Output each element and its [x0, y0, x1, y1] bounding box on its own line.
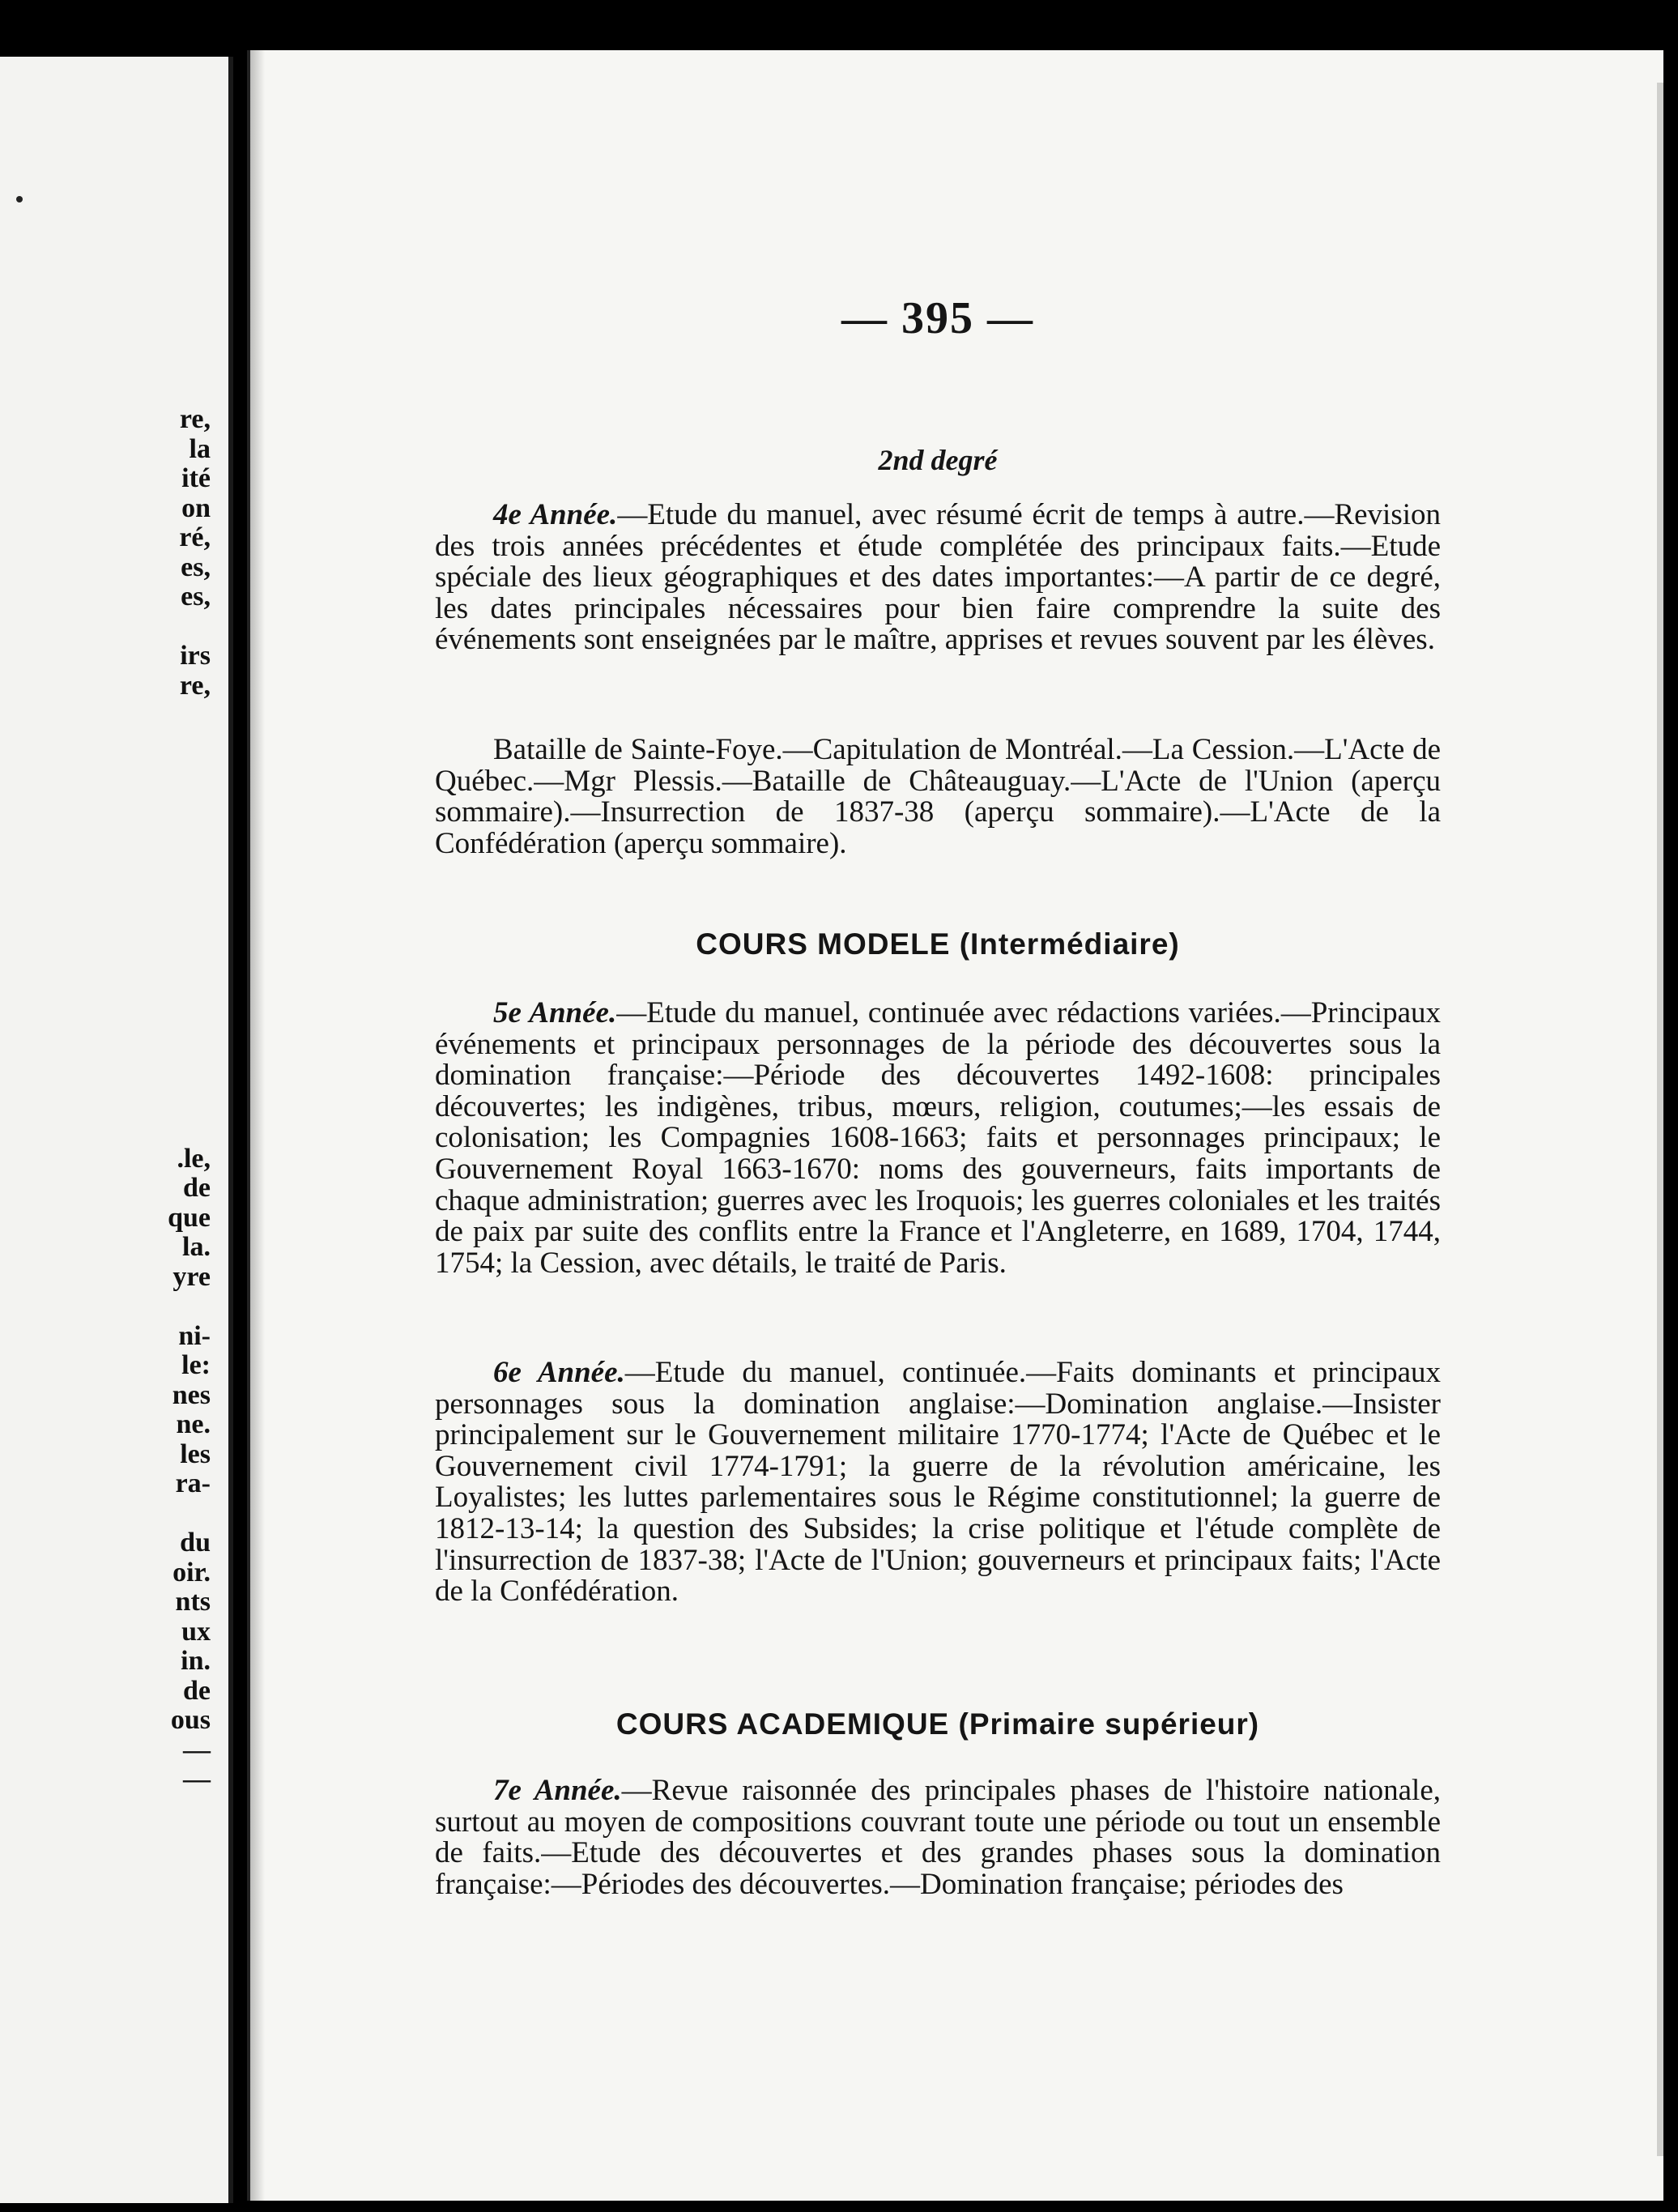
line-ending-fragment [113, 1026, 211, 1056]
paragraph-5e-annee [435, 998, 1441, 1279]
line-ending-fragment: .le, [177, 1143, 211, 1174]
line-ending-fragment: les [180, 1438, 211, 1469]
line-ending-fragment [113, 996, 211, 1026]
previous-page-fragment [0, 57, 233, 2203]
line-ending-fragment: re, [179, 404, 211, 434]
line-ending-fragment: la. [182, 1232, 211, 1262]
line-ending-fragment: irs [180, 641, 211, 671]
line-ending-fragment: yre [172, 1261, 211, 1292]
line-ending-fragment: ré, [179, 522, 211, 552]
line-ending-fragment [113, 819, 211, 849]
line-ending-fragment: es, [181, 582, 211, 612]
line-ending-fragment [113, 1115, 211, 1144]
line-ending-fragment: ité [181, 463, 211, 493]
paragraph-text: —Etude du manuel, continuée avec rédactions variées.—Principaux événements et principaux personnages de la période des découvertes sous la domination française:—Période des découvertes 1492-1608: principales découvertes; les indigènes, tribus, mœurs, religion, coutumes;—les essais de colonisation; les Compagnies 1608-1663; faits et personnages principaux; le Gouvernement Royal 1663-1670: noms des gouverneurs, faits importants de chaque administration; guerres avec les Iroquois; les guerres coloniales et les traités de paix par suite des conflits entre la France et l'Angleterre, en 1689, 1704, 1744, 1754; la Cession, avec détails, le traité de Paris. [435, 996, 1442, 1280]
page [247, 50, 1663, 2201]
line-ending-fragment: le: [181, 1350, 211, 1380]
previous-page-line-endings [113, 405, 211, 1795]
line-ending-fragment: que [168, 1202, 211, 1233]
line-ending-fragment: on [181, 492, 211, 523]
paragraph-6e-annee [435, 1357, 1441, 1608]
paragraph-events-list [435, 735, 1441, 859]
line-ending-fragment [113, 1055, 211, 1085]
paragraph-text: —Etude du manuel, continuée.—Faits dominants et principaux personnages sous la domination anglaise:—Domination anglaise.—Insister principalement sur le Gouvernement militaire 1770-1774; l'Acte de Québec et le Gouvernement civil 1774-1791; la guerre de la révolution américaine, les Loyalistes; les luttes parlementaires sous le Régime constitutionnel; la guerre de 1812-13-14; la question des Subsides; la crise politique et l'étude complète de l'insurrection de 1837-38; l'Acte de l'Union; gouverneurs et principaux faits; l'Acte de la Confédération. [435, 1356, 1441, 1609]
paragraph-text: Bataille de Sainte-Foye.—Capitulation de Montréal.—La Cession.—L'Acte de Québec.—Mgr Plessis.—Bataille de Châteauguay.—L'Acte de l'Union (aperçu sommaire).—Insurrection de 1837-38 (aperçu sommaire).—L'Acte de la Confédération (aperçu sommaire). [435, 733, 1441, 860]
line-ending-fragment: la [189, 433, 211, 464]
line-ending-fragment: in. [181, 1646, 211, 1676]
paragraph-4e-annee [435, 500, 1441, 656]
line-ending-fragment [113, 967, 211, 997]
page-edge [1657, 83, 1663, 2156]
paragraph-7e-annee [435, 1775, 1441, 1900]
line-ending-fragment [113, 790, 211, 820]
line-ending-fragment: ne. [176, 1409, 211, 1439]
line-ending-fragment: oir. [172, 1557, 211, 1588]
line-ending-fragment: du [180, 1528, 211, 1558]
line-ending-fragment: ux [181, 1616, 211, 1647]
paragraph-text: —Etude du manuel, avec résumé écrit de temps à autre.—Revision des trois années précédentes et étude complétée des principaux faits.—Etude spéciale des lieux géographiques et des dates importantes:—A partir de ce degré, les dates principales nécessaires pour bien faire comprendre la suite des événements sont enseignées par le maître, apprises et revues souvent par les élèves. [435, 498, 1441, 657]
line-ending-fragment [113, 731, 211, 761]
year-label: 5e Année. [493, 996, 617, 1029]
line-ending-fragment: nts [175, 1587, 211, 1617]
line-ending-fragment: re, [179, 670, 211, 701]
heading-cours-modele: COURS MODELE (Intermédiaire) [696, 927, 1180, 961]
line-ending-fragment [113, 612, 211, 642]
line-ending-fragment [113, 937, 211, 967]
line-ending-fragment [113, 1292, 211, 1322]
line-ending-fragment [113, 701, 211, 731]
line-ending-fragment: ni- [178, 1320, 211, 1351]
line-ending-fragment: es, [181, 552, 211, 582]
line-ending-fragment: de [183, 1675, 211, 1706]
line-ending-fragment [113, 1499, 211, 1529]
paragraph-text: —Revue raisonnée des principales phases de l'histoire nationale, surtout au moyen de compositions couvrant toute une période ou tout un ensemble de faits.—Etude des découvertes et des grandes phases sous la domination française:—Périodes des découvertes.—Domination française; périodes des [435, 1774, 1441, 1901]
page-number: — 395 — [841, 293, 1034, 343]
line-ending-fragment: — [183, 1734, 211, 1765]
line-ending-fragment: — [183, 1764, 211, 1794]
line-ending-fragment: de [183, 1173, 211, 1203]
line-ending-fragment [113, 1085, 211, 1115]
line-ending-fragment: ra- [175, 1468, 211, 1498]
line-ending-fragment [113, 849, 211, 879]
heading-cours-academique: COURS ACADEMIQUE (Primaire supérieur) [615, 1707, 1260, 1741]
line-ending-fragment: nes [172, 1379, 211, 1410]
year-label: 6e Année. [493, 1356, 625, 1389]
line-ending-fragment [113, 908, 211, 938]
year-label: 7e Année. [493, 1774, 622, 1807]
line-ending-fragment [113, 760, 211, 790]
gutter-shadow [250, 50, 265, 2201]
degree-title: 2nd degré [878, 444, 998, 476]
page-speck [16, 196, 23, 202]
line-ending-fragment [113, 878, 211, 908]
year-label: 4e Année. [493, 498, 618, 531]
line-ending-fragment: ous [170, 1705, 211, 1735]
